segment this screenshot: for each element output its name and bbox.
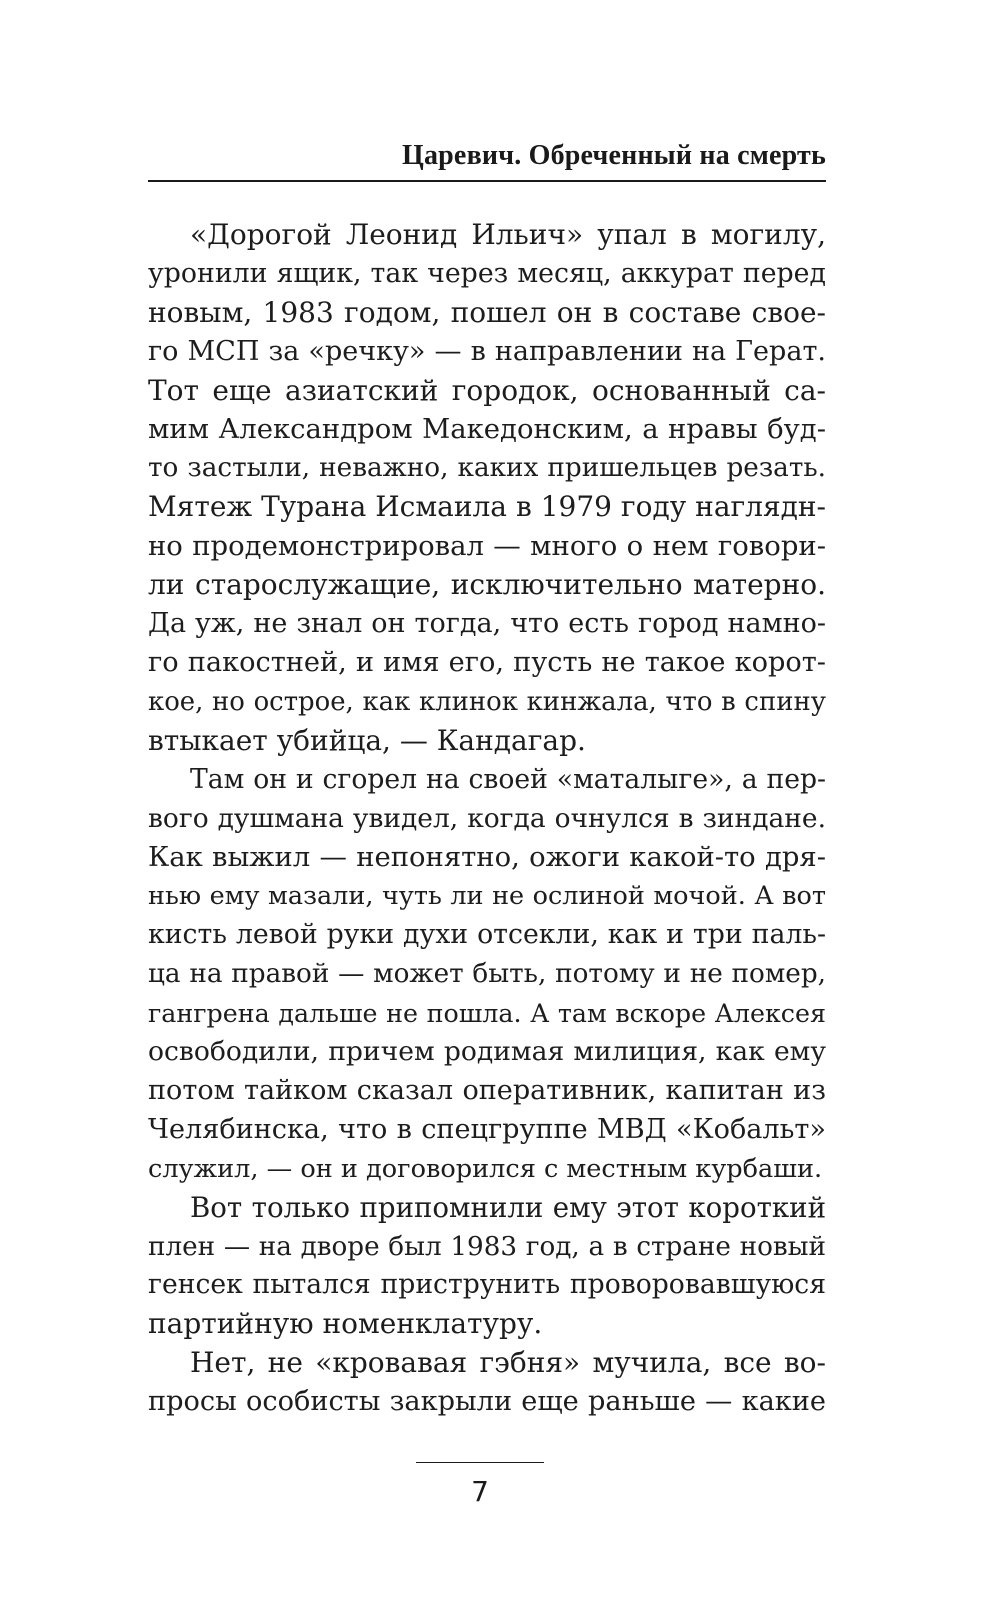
text-line: генсек пытался приструнить проворовавшуюся xyxy=(148,1269,826,1301)
text-line: мим Александром Македонским, а нравы буд- xyxy=(148,413,826,445)
text-line: «Дорогой Леонид Ильич» упал в могилу, xyxy=(190,218,826,251)
body-text xyxy=(148,216,826,1422)
text-line: вого душмана увидел, когда очнулся в зиндане. xyxy=(148,802,826,834)
text-line: втыкает убийца, — Кандагар. xyxy=(148,723,586,757)
text-line: плен — на дворе был 1983 год, а в стране новый xyxy=(148,1231,826,1262)
text-line: Вот только припомнили ему этот короткий xyxy=(190,1190,826,1224)
text-line: Там он и сгорел на своей «маталыге», а пер- xyxy=(190,763,826,795)
paragraph-1 xyxy=(148,216,826,761)
text-line: потом тайком сказал оперативник, капитан из xyxy=(148,1074,826,1106)
text-line: Челябинска, что в спецгруппе МВД «Кобальт» xyxy=(148,1113,826,1145)
text-line: Мятеж Турана Исмаила в 1979 году наглядн- xyxy=(148,490,826,524)
text-line: Нет, не «кровавая гэбня» мучила, все во- xyxy=(190,1346,826,1380)
text-line: го МСП за «речку» — в направлении на Герат. xyxy=(148,335,826,367)
text-line: гангрена дальше не пошла. А там вскоре Алексея xyxy=(148,998,826,1029)
text-line: Да уж, не знал он тогда, что есть город намно- xyxy=(148,608,826,640)
text-line: кое, но острое, как клинок кинжала, что в спину xyxy=(148,686,826,717)
running-header-title: Царевич. Обреченный на смерть xyxy=(401,140,826,171)
text-line: ца на правой — может быть, потому и не помер, xyxy=(148,959,826,990)
footer-rule xyxy=(416,1462,544,1463)
paragraph-3 xyxy=(148,1189,826,1345)
text-line: Тот еще азиатский городок, основанный са- xyxy=(148,373,826,407)
header-rule xyxy=(148,180,826,182)
text-line: кисть левой руки духи отсекли, как и три паль- xyxy=(148,919,826,951)
text-line: но продемонстрировал — много о нем говори- xyxy=(148,530,826,563)
paragraph-4 xyxy=(148,1344,826,1422)
text-line: ли старослужащие, исключительно матерно. xyxy=(148,568,826,602)
text-line: просы особисты закрыли еще раньше — какие xyxy=(148,1386,826,1418)
paragraph-2 xyxy=(148,761,826,1189)
text-line: уронили ящик, так через месяц, аккурат перед xyxy=(148,257,826,289)
text-line: то застыли, неважно, каких пришельцев резать. xyxy=(148,453,826,484)
text-line: нью ему мазали, чуть ли не ослиной мочой. А вот xyxy=(148,881,826,912)
text-line: служил, — он и договорился с местным курбаши. xyxy=(148,1153,823,1184)
text-line: Как выжил — непонятно, ожоги какой-то дря- xyxy=(148,841,826,873)
text-line: новым, 1983 годом, пошел он в составе свое- xyxy=(148,295,826,329)
text-line: освободили, причем родимая милиция, как ему xyxy=(148,1036,826,1068)
text-line: го пакостней, и имя его, пусть не такое корот- xyxy=(148,646,826,678)
page-number: 7 xyxy=(471,1475,489,1508)
text-line: партийную номенклатуру. xyxy=(148,1307,543,1341)
